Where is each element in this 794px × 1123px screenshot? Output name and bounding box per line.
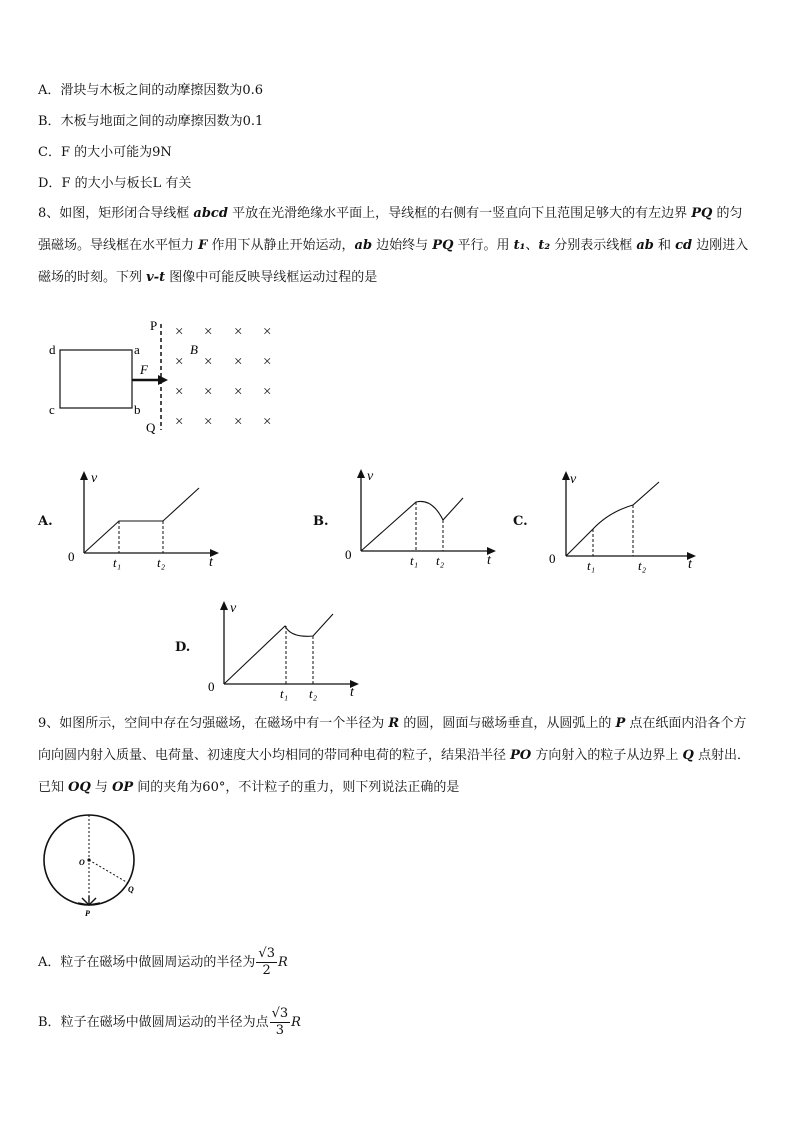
q7-option-d bbox=[38, 175, 191, 193]
graph-option-c-label: C. bbox=[513, 514, 528, 529]
origin-label: 0 bbox=[208, 679, 215, 694]
cross-mark: × bbox=[175, 384, 184, 400]
stem-text: 图像中可能反映导线框运动过程的是 bbox=[165, 270, 378, 285]
label-F: F bbox=[140, 362, 148, 377]
q9-option-b bbox=[38, 1006, 301, 1040]
stem-text: 的圆，圆面与磁场垂直，从圆弧上的 bbox=[399, 716, 616, 731]
t1-label: t₁ bbox=[113, 555, 122, 570]
cross-mark: × bbox=[204, 384, 213, 400]
graph-a bbox=[65, 468, 225, 573]
t-label: t bbox=[350, 685, 354, 700]
fraction bbox=[256, 946, 277, 979]
force-arrowhead bbox=[158, 375, 168, 385]
q9-option-a bbox=[38, 946, 288, 980]
option-label: D． bbox=[38, 176, 62, 191]
stem-var: PO bbox=[510, 748, 532, 763]
radius-OQ bbox=[89, 860, 128, 883]
cross-mark: × bbox=[234, 354, 243, 370]
cross-mark: × bbox=[175, 324, 184, 340]
option-label: B． bbox=[38, 114, 61, 129]
origin-label: 0 bbox=[345, 547, 352, 562]
graph-option-b-label: B. bbox=[313, 514, 329, 529]
stem-var: OP bbox=[112, 780, 134, 795]
cross-mark: × bbox=[204, 324, 213, 340]
v-label: v bbox=[230, 601, 237, 616]
field-crosses bbox=[175, 324, 271, 430]
origin-label: 0 bbox=[68, 549, 75, 564]
stem-var: R bbox=[388, 716, 400, 731]
center-dot bbox=[87, 858, 90, 861]
t2-label: t₂ bbox=[157, 555, 166, 570]
stem-var: PQ bbox=[691, 206, 713, 221]
graph-d bbox=[205, 596, 365, 701]
q7-option-b bbox=[38, 113, 263, 131]
stem-var: Q bbox=[682, 748, 694, 763]
t-label: t bbox=[209, 555, 213, 570]
option-label: A． bbox=[38, 83, 61, 98]
t-label: t bbox=[688, 557, 692, 572]
v-t-curve bbox=[566, 482, 659, 556]
stem-text: 作用下从静止开始运动， bbox=[207, 238, 355, 253]
v-t-curve bbox=[224, 614, 333, 684]
stem-text: 边刚进入磁场的时刻。下列 bbox=[38, 238, 749, 285]
cross-mark: × bbox=[175, 354, 184, 370]
t1-label: t₁ bbox=[410, 553, 419, 568]
label-a: a bbox=[134, 342, 140, 357]
wire-loop bbox=[60, 350, 132, 408]
q8-loop-figure bbox=[40, 312, 300, 442]
stem-text: 间的夹角为60°，不计粒子的重力，则下列说法正确的是 bbox=[133, 780, 460, 795]
label-O: O bbox=[79, 858, 85, 867]
stem-var: abcd bbox=[193, 206, 228, 221]
option-var: R bbox=[277, 955, 288, 970]
stem-text: 8、如图，矩形闭合导线框 bbox=[38, 206, 194, 221]
stem-text: 分别表示线框 bbox=[550, 238, 637, 253]
label-P: P bbox=[85, 909, 90, 918]
stem-var: F bbox=[198, 238, 208, 253]
t2-label: t₂ bbox=[309, 686, 318, 701]
q8-stem bbox=[38, 198, 754, 294]
stem-text: 点在纸面内沿各个方向向圆内射入质量、电荷量、初速度大小均相同的带同种电荷的粒子，结果沿半径 bbox=[38, 716, 747, 763]
option-label: A． bbox=[38, 955, 61, 970]
stem-var: t₂ bbox=[538, 238, 551, 253]
origin-label: 0 bbox=[549, 551, 556, 566]
graph-option-a-label: A. bbox=[38, 514, 53, 529]
cross-mark: × bbox=[204, 414, 213, 430]
cross-mark: × bbox=[234, 384, 243, 400]
stem-text: 9、如图所示，空间中存在匀强磁场，在磁场中有一个半径为 bbox=[38, 716, 389, 731]
stem-var: t₁ bbox=[513, 238, 526, 253]
option-text: 粒子在磁场中做圆周运动的半径为点 bbox=[60, 1015, 269, 1030]
label-B: B bbox=[190, 342, 198, 357]
stem-var: cd bbox=[675, 238, 693, 253]
cross-mark: × bbox=[263, 414, 272, 430]
option-var: R bbox=[291, 1015, 301, 1030]
graph-c bbox=[547, 468, 707, 578]
stem-var: PQ bbox=[432, 238, 454, 253]
cross-mark: × bbox=[175, 414, 184, 430]
option-label: B． bbox=[38, 1015, 61, 1030]
label-b: b bbox=[134, 402, 141, 417]
fraction bbox=[270, 1006, 291, 1039]
option-text: F 的大小与板长L 有关 bbox=[61, 176, 192, 191]
q7-option-a bbox=[38, 82, 263, 100]
cross-mark: × bbox=[263, 384, 272, 400]
stem-var: v-t bbox=[146, 270, 166, 285]
cross-mark: × bbox=[234, 324, 243, 340]
graph-option-d-label: D. bbox=[175, 640, 191, 655]
stem-text: 和 bbox=[653, 238, 676, 253]
option-label: C． bbox=[38, 145, 61, 160]
stem-text: 平放在光滑绝缘水平面上，导线框的右侧有一竖直向下且范围足够大的有左边界 bbox=[227, 206, 692, 221]
cross-mark: × bbox=[263, 324, 272, 340]
t2-label: t₂ bbox=[638, 558, 647, 573]
stem-var: P bbox=[615, 716, 626, 731]
v-axis-arrow bbox=[220, 601, 228, 610]
v-axis-arrow bbox=[357, 469, 365, 478]
fraction-denominator: 2 bbox=[262, 963, 271, 978]
v-label: v bbox=[367, 469, 374, 484]
label-P: P bbox=[150, 318, 158, 333]
label-Q: Q bbox=[128, 885, 134, 894]
fraction-numerator: √3 bbox=[271, 1006, 289, 1021]
label-c: c bbox=[49, 402, 55, 417]
label-Q: Q bbox=[146, 420, 156, 435]
option-text: 木板与地面之间的动摩擦因数为0.1 bbox=[60, 114, 264, 129]
option-text: 滑块与木板之间的动摩擦因数为0.6 bbox=[60, 83, 264, 98]
fraction-denominator: 3 bbox=[275, 1023, 284, 1038]
stem-text: 边始终与 bbox=[372, 238, 433, 253]
stem-text: 的匀强磁场。导线框在水平恒力 bbox=[38, 206, 743, 253]
stem-text: 平行。用 bbox=[453, 238, 514, 253]
stem-var: ab bbox=[636, 238, 654, 253]
fraction-numerator: √3 bbox=[258, 946, 275, 961]
stem-text: 与 bbox=[90, 780, 113, 795]
t-label: t bbox=[487, 553, 491, 568]
q9-stem bbox=[38, 708, 754, 804]
q7-option-c bbox=[38, 144, 172, 162]
t1-label: t₁ bbox=[587, 558, 596, 573]
graph-b bbox=[342, 464, 502, 574]
q9-circle-figure bbox=[38, 812, 143, 922]
t1-label: t₁ bbox=[280, 686, 289, 701]
stem-var: OQ bbox=[68, 780, 91, 795]
t2-label: t₂ bbox=[436, 553, 445, 568]
v-label: v bbox=[91, 471, 98, 486]
stem-text: 、 bbox=[525, 238, 539, 253]
v-label: v bbox=[570, 472, 577, 487]
option-text: 粒子在磁场中做圆周运动的半径为 bbox=[60, 955, 256, 970]
v-t-curve bbox=[361, 498, 463, 551]
cross-mark: × bbox=[204, 354, 213, 370]
cross-mark: × bbox=[263, 354, 272, 370]
stem-text: 方向射入的粒子从边界上 bbox=[531, 748, 683, 763]
v-axis-arrow bbox=[562, 471, 570, 480]
option-text: F 的大小可能为9N bbox=[60, 145, 172, 160]
label-d: d bbox=[49, 342, 56, 357]
velocity-arrows bbox=[78, 896, 100, 905]
v-axis-arrow bbox=[80, 471, 88, 480]
stem-text: 点射出．已知 bbox=[38, 748, 750, 795]
v-t-curve bbox=[84, 488, 199, 553]
stem-var: ab bbox=[354, 238, 373, 253]
cross-mark: × bbox=[234, 414, 243, 430]
